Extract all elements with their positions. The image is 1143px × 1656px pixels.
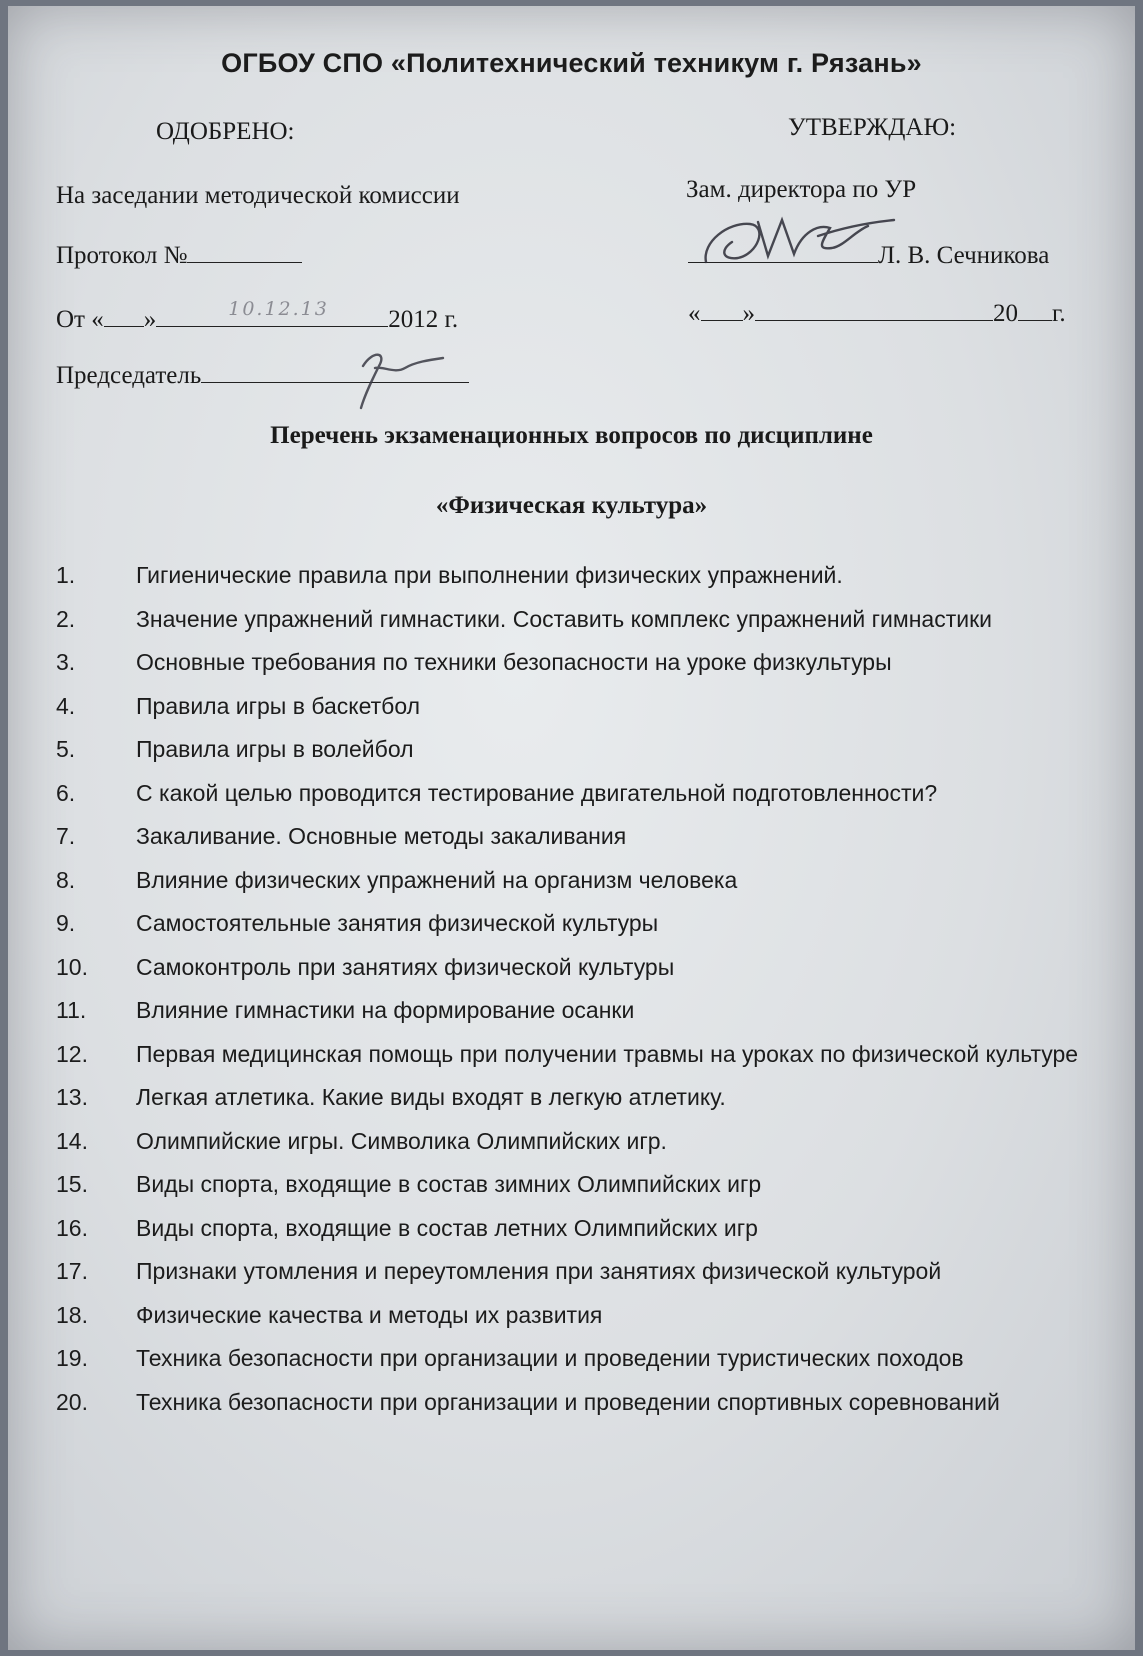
list-item bbox=[56, 815, 1126, 859]
question-number: 10. bbox=[56, 953, 88, 980]
list-item bbox=[56, 1381, 1126, 1425]
deputy-director-name: Л. В. Сечникова bbox=[878, 242, 1050, 269]
question-number: 9. bbox=[56, 910, 76, 936]
question-number: 12. bbox=[56, 1040, 88, 1067]
list-item bbox=[56, 772, 1126, 816]
question-number: 18. bbox=[56, 1301, 88, 1328]
organization-title: ОГБОУ СПО «Политехнический техникум г. Рязань» bbox=[221, 48, 922, 78]
list-item bbox=[56, 946, 1126, 990]
question-text: Правила игры в баскетбол bbox=[136, 692, 421, 719]
question-number: 13. bbox=[56, 1084, 88, 1110]
question-number: 5. bbox=[56, 736, 76, 762]
question-number: 17. bbox=[56, 1258, 88, 1284]
left-year: 2012 г. bbox=[388, 306, 459, 333]
discipline-title: «Физическая культура» bbox=[435, 492, 708, 519]
list-item bbox=[56, 685, 1126, 729]
list-item bbox=[56, 1337, 1126, 1381]
deputy-signature-blank bbox=[688, 240, 878, 263]
question-text: Влияние физических упражнений на организм человека bbox=[136, 866, 738, 893]
left-date-mid: » bbox=[143, 306, 157, 333]
question-text: Самостоятельные занятия физической культуры bbox=[136, 910, 659, 936]
question-number: 19. bbox=[56, 1345, 88, 1371]
question-number: 8. bbox=[56, 866, 76, 893]
question-text: Виды спорта, входящие в состав зимних Олимпийских игр bbox=[136, 1171, 762, 1197]
question-text: Признаки утомления и переутомления при занятиях физической культурой bbox=[136, 1258, 942, 1284]
question-number: 4. bbox=[56, 692, 76, 719]
question-text: Техника безопасности при организации и проведении спортивных соревнований bbox=[136, 1388, 1000, 1415]
right-year: 20 bbox=[993, 300, 1018, 327]
question-number: 2. bbox=[56, 605, 76, 632]
approve-heading: УТВЕРЖДАЮ: bbox=[788, 114, 957, 141]
question-number: 15. bbox=[56, 1171, 88, 1197]
question-text: Влияние гимнастики на формирование осанки bbox=[136, 997, 635, 1023]
question-text: Основные требования по техники безопасности на уроке физкультуры bbox=[136, 649, 892, 675]
question-text: Легкая атлетика. Какие виды входят в легкую атлетику. bbox=[136, 1084, 726, 1110]
list-item bbox=[56, 859, 1126, 903]
question-text: Олимпийские игры. Символика Олимпийских игр. bbox=[136, 1127, 667, 1154]
question-text: Самоконтроль при занятиях физической культуры bbox=[136, 953, 675, 980]
list-item bbox=[56, 989, 1126, 1033]
document-sheet bbox=[8, 6, 1135, 1650]
left-date-line bbox=[56, 298, 459, 334]
question-number: 14. bbox=[56, 1127, 88, 1154]
question-number: 11. bbox=[56, 997, 87, 1023]
question-text: Первая медицинская помощь при получении травмы на уроках по физической культуре bbox=[136, 1040, 1079, 1067]
question-text: Техника безопасности при организации и проведении туристических походов bbox=[136, 1345, 964, 1371]
question-number: 16. bbox=[56, 1214, 88, 1241]
right-date-mid: » bbox=[742, 300, 755, 327]
deputy-director-position: Зам. директора по УР bbox=[686, 176, 917, 203]
question-number: 3. bbox=[56, 649, 76, 675]
right-year-blank bbox=[1018, 298, 1052, 321]
protocol-label: Протокол № bbox=[56, 242, 188, 269]
question-text: Значение упражнений гимнастики. Составить комплекс упражнений гимнастики bbox=[136, 605, 992, 632]
question-text: Гигиенические правила при выполнении физических упражнений. bbox=[136, 562, 843, 588]
list-item bbox=[56, 554, 1126, 598]
left-date-handwritten: 10.12.13 bbox=[228, 298, 329, 320]
question-number: 20. bbox=[56, 1388, 88, 1415]
list-item bbox=[56, 598, 1126, 642]
chair-signature-blank bbox=[201, 360, 469, 383]
right-date-prefix: « bbox=[688, 300, 701, 327]
question-text: С какой целью проводится тестирование двигательной подготовленности? bbox=[136, 779, 938, 806]
question-text: Правила игры в волейбол bbox=[136, 736, 414, 762]
protocol-line bbox=[56, 240, 302, 270]
list-item bbox=[56, 1163, 1126, 1207]
list-item bbox=[56, 641, 1126, 685]
left-date-prefix: От « bbox=[56, 306, 104, 333]
left-month-blank bbox=[156, 298, 388, 327]
left-day-blank bbox=[104, 304, 144, 327]
question-text: Виды спорта, входящие в состав летних Олимпийских игр bbox=[136, 1214, 758, 1241]
committee-line: На заседании методической комиссии bbox=[56, 182, 460, 209]
right-date-line bbox=[688, 298, 1066, 328]
list-item bbox=[56, 1120, 1126, 1164]
right-year-suffix: г. bbox=[1052, 300, 1066, 327]
document-title: Перечень экзаменационных вопросов по дисциплине bbox=[270, 422, 873, 449]
deputy-director-line bbox=[688, 240, 1049, 270]
right-day-blank bbox=[701, 298, 743, 321]
question-number: 7. bbox=[56, 823, 76, 849]
question-number: 1. bbox=[56, 562, 76, 588]
question-number: 6. bbox=[56, 779, 76, 806]
list-item bbox=[56, 1076, 1126, 1120]
chair-line bbox=[56, 360, 469, 390]
approved-heading: ОДОБРЕНО: bbox=[156, 118, 295, 145]
list-item bbox=[56, 1207, 1126, 1251]
question-text: Закаливание. Основные методы закаливания bbox=[136, 823, 627, 849]
list-item bbox=[56, 1294, 1126, 1338]
question-text: Физические качества и методы их развития bbox=[136, 1301, 603, 1328]
list-item bbox=[56, 1033, 1126, 1077]
right-month-blank bbox=[755, 298, 993, 321]
list-item bbox=[56, 902, 1126, 946]
list-item bbox=[56, 728, 1126, 772]
chair-label: Председатель bbox=[56, 362, 202, 389]
list-item bbox=[56, 1250, 1126, 1294]
exam-questions-list bbox=[56, 554, 1126, 1424]
protocol-number-blank bbox=[187, 240, 302, 263]
